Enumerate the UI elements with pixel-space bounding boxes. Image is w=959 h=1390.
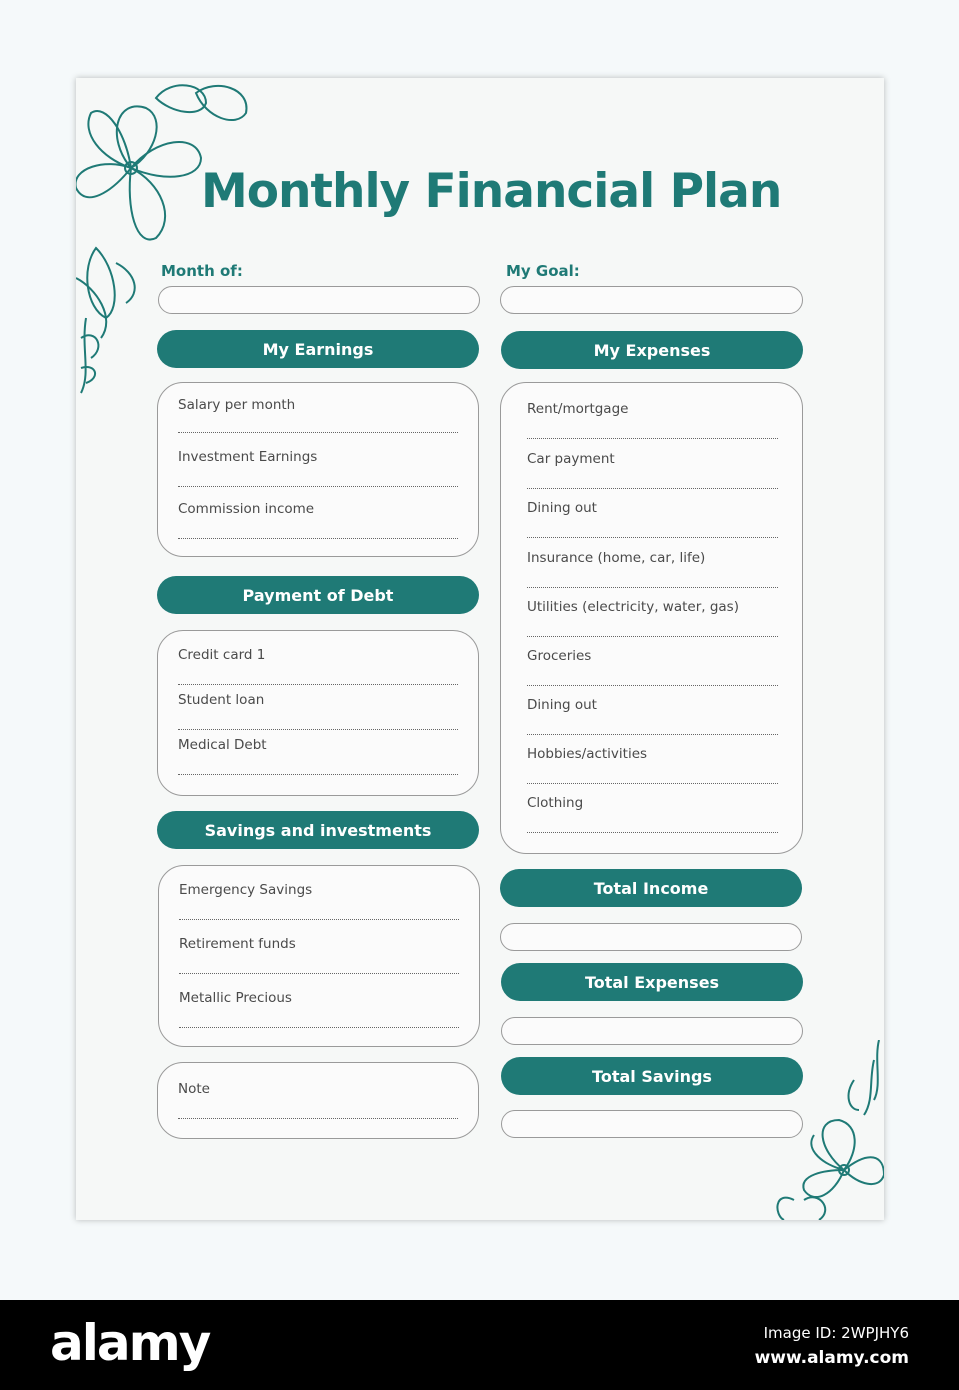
savings-row[interactable] [179, 934, 459, 974]
planner-sheet [76, 78, 884, 1220]
expenses-row[interactable] [527, 648, 778, 686]
expenses-header: My Expenses [501, 331, 803, 369]
total-savings-input[interactable] [501, 1110, 803, 1138]
month-input[interactable] [158, 286, 480, 314]
brand-logo: alamy [50, 1314, 210, 1372]
expenses-row[interactable] [527, 599, 778, 637]
expenses-item-label: Groceries [527, 648, 592, 664]
expenses-row[interactable] [527, 451, 778, 489]
earnings-header: My Earnings [157, 330, 479, 368]
expenses-row[interactable] [527, 697, 778, 735]
debt-box [157, 630, 479, 796]
debt-header: Payment of Debt [157, 576, 479, 614]
total-expenses-input[interactable] [501, 1017, 803, 1045]
total-savings-header: Total Savings [501, 1057, 803, 1095]
expenses-item-label: Rent/mortgage [527, 401, 629, 417]
earnings-row[interactable] [178, 447, 458, 487]
debt-item-label: Student loan [178, 692, 265, 708]
expenses-item-label: Dining out [527, 697, 597, 713]
earnings-item-label: Investment Earnings [178, 449, 318, 465]
image-id-text: Image ID: 2WPJHY6 [763, 1324, 909, 1342]
savings-item-label: Emergency Savings [179, 882, 313, 898]
note-label: Note [178, 1081, 210, 1097]
site-url: www.alamy.com [754, 1348, 909, 1368]
debt-item-label: Medical Debt [178, 737, 267, 753]
earnings-box [157, 382, 479, 557]
expenses-row[interactable] [527, 550, 778, 588]
expenses-item-label: Insurance (home, car, life) [527, 550, 706, 566]
earnings-item-label: Commission income [178, 501, 315, 517]
expenses-item-label: Hobbies/activities [527, 746, 648, 762]
page-title: Monthly Financial Plan [201, 164, 782, 219]
total-income-input[interactable] [500, 923, 802, 951]
expenses-box [500, 382, 803, 854]
month-label: Month of: [161, 262, 243, 280]
watermark-footer [0, 1300, 959, 1390]
debt-item-label: Credit card 1 [178, 647, 266, 663]
expenses-item-label: Car payment [527, 451, 615, 467]
debt-row[interactable] [178, 645, 458, 685]
earnings-row[interactable] [178, 395, 458, 433]
savings-row[interactable] [179, 988, 459, 1028]
savings-box [158, 865, 480, 1047]
debt-row[interactable] [178, 692, 458, 730]
expenses-row[interactable] [527, 795, 778, 833]
savings-item-label: Retirement funds [179, 936, 296, 952]
expenses-row[interactable] [527, 500, 778, 538]
expenses-item-label: Utilities (electricity, water, gas) [527, 599, 739, 615]
debt-row[interactable] [178, 737, 458, 775]
note-box[interactable] [157, 1062, 479, 1139]
expenses-item-label: Dining out [527, 500, 597, 516]
total-expenses-header: Total Expenses [501, 963, 803, 1001]
total-income-header: Total Income [500, 869, 802, 907]
savings-header: Savings and investments [157, 811, 479, 849]
expenses-row[interactable] [527, 401, 778, 439]
earnings-item-label: Salary per month [178, 397, 296, 413]
goal-input[interactable] [500, 286, 803, 314]
expenses-item-label: Clothing [527, 795, 584, 811]
savings-row[interactable] [179, 880, 459, 920]
note-row[interactable] [178, 1079, 458, 1119]
expenses-row[interactable] [527, 746, 778, 784]
earnings-row[interactable] [178, 499, 458, 539]
savings-item-label: Metallic Precious [179, 990, 292, 1006]
goal-label: My Goal: [506, 262, 580, 280]
